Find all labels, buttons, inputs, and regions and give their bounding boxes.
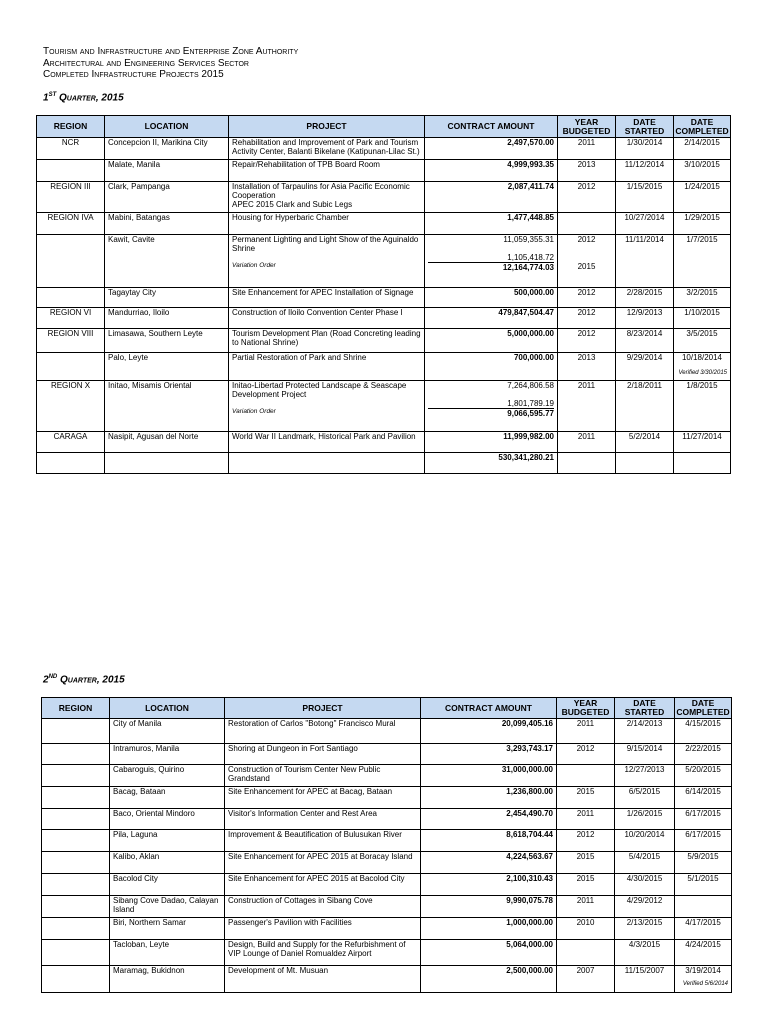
amount-variation: 1,105,418.72 (428, 253, 554, 263)
project-cell: Rehabilitation and Improvement of Park and Tourism Activity Center, Balanti Bikelane (Katipunan-Lilac St.) (229, 138, 425, 160)
completed-cell: 1/8/2015 (674, 381, 731, 432)
started-cell: 4/30/2015 (615, 874, 675, 896)
project-cell: Shoring at Dungeon in Fort Santiago (225, 744, 421, 765)
project-cell: Site Enhancement for APEC 2015 at Boracay Island (225, 852, 421, 874)
started-cell: 1/26/2015 (615, 809, 675, 830)
started-cell: 9/15/2014 (615, 744, 675, 765)
table-row (42, 719, 732, 744)
started-cell: 10/20/2014 (615, 830, 675, 852)
variation-order-label: Variation Order (232, 262, 276, 269)
table-row (37, 160, 731, 182)
q2-table (41, 697, 732, 993)
amount-base: 7,264,806.58 (507, 381, 554, 390)
region-cell (42, 787, 110, 809)
amount-cell: 2,500,000.00 (421, 966, 557, 993)
document-header (43, 46, 298, 81)
region-cell (37, 288, 105, 308)
completed-text: 3/19/2014 (685, 966, 721, 975)
started-cell (616, 453, 674, 474)
started-cell: 6/5/2015 (615, 787, 675, 809)
location-cell: Mandurriao, Iloilo (105, 308, 229, 329)
region-cell (37, 453, 105, 474)
project-cell: Construction of Iloilo Convention Center Phase I (229, 308, 425, 329)
table-row (37, 432, 731, 453)
region-cell (37, 235, 105, 288)
region-cell (37, 353, 105, 381)
amount-cell: 479,847,504.47 (425, 308, 558, 329)
col-contract-amount: CONTRACT AMOUNT (421, 698, 557, 719)
region-cell: REGION III (37, 182, 105, 213)
completed-cell (675, 966, 732, 993)
col-region: REGION (37, 116, 105, 138)
amount-cell: 8,618,704.44 (421, 830, 557, 852)
amount-total: 9,066,595.77 (507, 409, 554, 418)
table-row (42, 744, 732, 765)
completed-cell: 6/17/2015 (675, 809, 732, 830)
project-cell: Repair/Rehabilitation of TPB Board Room (229, 160, 425, 182)
region-cell: REGION IVA (37, 213, 105, 235)
completed-cell: 3/5/2015 (674, 329, 731, 353)
project-cell: Restoration of Carlos "Botong" Francisco Mural (225, 719, 421, 744)
completed-cell: 3/2/2015 (674, 288, 731, 308)
project-cell (229, 235, 425, 288)
year-cell (558, 453, 616, 474)
amount-cell: 3,293,743.17 (421, 744, 557, 765)
table-row (37, 213, 731, 235)
table-row (42, 918, 732, 940)
table-row (42, 809, 732, 830)
q2-header-row (42, 698, 732, 719)
region-cell: REGION VI (37, 308, 105, 329)
col-date-started: DATE STARTED (615, 698, 675, 719)
year-base: 2012 (577, 235, 596, 244)
region-cell (37, 160, 105, 182)
project-cell: Site Enhancement for APEC at Bacag, Bataan (225, 787, 421, 809)
started-cell: 11/12/2014 (616, 160, 674, 182)
started-cell: 2/14/2013 (615, 719, 675, 744)
completed-cell: 1/10/2015 (674, 308, 731, 329)
project-cell: Housing for Hyperbaric Chamber (229, 213, 425, 235)
table-row (37, 329, 731, 353)
table-row (37, 308, 731, 329)
region-cell: REGION X (37, 381, 105, 432)
started-cell: 2/18/2011 (616, 381, 674, 432)
started-cell: 12/9/2013 (616, 308, 674, 329)
amount-cell: 700,000.00 (425, 353, 558, 381)
completed-cell: 2/22/2015 (675, 744, 732, 765)
location-cell: Biri, Northern Samar (110, 918, 225, 940)
location-cell: Initao, Misamis Oriental (105, 381, 229, 432)
year-cell: 2010 (557, 918, 615, 940)
project-cell: Improvement & Beautification of Bulusukan River (225, 830, 421, 852)
q1-title: 1ST Quarter, 2015 (43, 92, 124, 104)
table-row (42, 830, 732, 852)
q1-table (36, 115, 731, 474)
completed-cell: 6/14/2015 (675, 787, 732, 809)
year-cell: 2011 (558, 138, 616, 160)
table-row (42, 874, 732, 896)
completed-cell: 2/14/2015 (674, 138, 731, 160)
amount-cell: 1,000,000.00 (421, 918, 557, 940)
region-cell (42, 940, 110, 966)
location-cell: Clark, Pampanga (105, 182, 229, 213)
year-cell: 2015 (557, 852, 615, 874)
col-year-budgeted: YEAR BUDGETED (557, 698, 615, 719)
col-region: REGION (42, 698, 110, 719)
year-cell (558, 235, 616, 288)
amount-cell (425, 381, 558, 432)
location-cell: Sibang Cove Dadao, Calayan Island (110, 896, 225, 918)
amount-cell: 2,497,570.00 (425, 138, 558, 160)
started-cell: 11/11/2014 (616, 235, 674, 288)
project-text: Permanent Lighting and Light Show of the Aguinaldo Shrine (232, 235, 419, 253)
started-cell: 12/27/2013 (615, 765, 675, 787)
region-cell (42, 966, 110, 993)
amount-cell: 2,454,490.70 (421, 809, 557, 830)
completed-cell: 5/20/2015 (675, 765, 732, 787)
project-cell (229, 182, 425, 213)
amount-cell: 4,224,563.67 (421, 852, 557, 874)
amount-cell: 500,000.00 (425, 288, 558, 308)
table-row (42, 896, 732, 918)
location-cell: Pila, Laguna (110, 830, 225, 852)
col-year-budgeted: YEAR BUDGETED (558, 116, 616, 138)
total-amount-cell: 530,341,280.21 (425, 453, 558, 474)
location-cell: Maramag, Bukidnon (110, 966, 225, 993)
year-cell: 2007 (557, 966, 615, 993)
region-cell: REGION VIII (37, 329, 105, 353)
completed-cell: 4/17/2015 (675, 918, 732, 940)
variation-order-label: Variation Order (232, 408, 276, 415)
year-cell: 2012 (558, 308, 616, 329)
year-variation: 2015 (577, 262, 596, 271)
region-cell: NCR (37, 138, 105, 160)
year-cell: 2012 (557, 744, 615, 765)
started-cell: 4/3/2015 (615, 940, 675, 966)
amount-cell: 9,990,075.78 (421, 896, 557, 918)
completed-cell: 1/24/2015 (674, 182, 731, 213)
amount-cell: 11,999,982.00 (425, 432, 558, 453)
amount-cell: 2,100,310.43 (421, 874, 557, 896)
region-cell (42, 874, 110, 896)
location-cell: Concepcion II, Marikina City (105, 138, 229, 160)
project-cell: World War II Landmark, Historical Park and Pavilion (229, 432, 425, 453)
table-row (37, 288, 731, 308)
col-date-started: DATE STARTED (616, 116, 674, 138)
project-cell: Tourism Development Plan (Road Concreting leading to National Shrine) (229, 329, 425, 353)
table-row (37, 138, 731, 160)
completed-cell (674, 453, 731, 474)
started-cell: 1/15/2015 (616, 182, 674, 213)
amount-cell: 1,477,448.85 (425, 213, 558, 235)
col-contract-amount: CONTRACT AMOUNT (425, 116, 558, 138)
completed-cell: 5/1/2015 (675, 874, 732, 896)
col-project: PROJECT (225, 698, 421, 719)
amount-cell: 4,999,993.35 (425, 160, 558, 182)
amount-base: 11,059,355.31 (503, 235, 554, 244)
table-row (42, 940, 732, 966)
location-cell: Bacolod City (110, 874, 225, 896)
location-cell: Kawit, Cavite (105, 235, 229, 288)
completed-cell (674, 353, 731, 381)
project-cell: Development of Mt. Musuan (225, 966, 421, 993)
region-cell (42, 809, 110, 830)
amount-cell: 2,087,411.74 (425, 182, 558, 213)
region-cell (42, 896, 110, 918)
completed-cell: 11/27/2014 (674, 432, 731, 453)
year-cell: 2012 (557, 830, 615, 852)
total-row (37, 453, 731, 474)
completed-cell: 5/9/2015 (675, 852, 732, 874)
location-cell: Limasawa, Southern Leyte (105, 329, 229, 353)
col-project: PROJECT (229, 116, 425, 138)
table-row (42, 966, 732, 993)
year-cell (557, 765, 615, 787)
started-cell: 2/28/2015 (616, 288, 674, 308)
year-cell: 2013 (558, 160, 616, 182)
year-cell: 2011 (557, 896, 615, 918)
project-cell: Site Enhancement for APEC Installation of Signage (229, 288, 425, 308)
project-cell: Construction of Tourism Center New Public Grandstand (225, 765, 421, 787)
report-title: Completed Infrastructure Projects 2015 (43, 69, 224, 80)
amount-cell: 5,064,000.00 (421, 940, 557, 966)
project-cell (229, 381, 425, 432)
q1-header-row (37, 116, 731, 138)
completed-cell: 6/17/2015 (675, 830, 732, 852)
location-cell: Tacloban, Leyte (110, 940, 225, 966)
project-cell: Design, Build and Supply for the Refurbishment of VIP Lounge of Daniel Romualdez Airport (225, 940, 421, 966)
location-cell: Baco, Oriental Mindoro (110, 809, 225, 830)
completed-cell: 3/10/2015 (674, 160, 731, 182)
location-cell: Kalibo, Aklan (110, 852, 225, 874)
verified-note: Verified 3/30/2015 (678, 370, 727, 376)
location-cell (105, 453, 229, 474)
project-text: Initao-Libertad Protected Landscape & Seascape Development Project (232, 381, 407, 399)
col-location: LOCATION (105, 116, 229, 138)
table-row (37, 381, 731, 432)
location-cell: Bacag, Bataan (110, 787, 225, 809)
project-cell: Construction of Cottages in Sibang Cove (225, 896, 421, 918)
completed-cell: 1/29/2015 (674, 213, 731, 235)
region-cell (42, 852, 110, 874)
location-cell: Cabaroguis, Quirino (110, 765, 225, 787)
location-cell: Mabini, Batangas (105, 213, 229, 235)
table-row (42, 787, 732, 809)
amount-cell: 5,000,000.00 (425, 329, 558, 353)
year-cell: 2015 (557, 787, 615, 809)
q2-title: 2ND Quarter, 2015 (43, 674, 125, 686)
amount-total: 12,164,774.03 (502, 263, 554, 272)
region-cell (42, 719, 110, 744)
location-cell: Palo, Leyte (105, 353, 229, 381)
started-cell: 5/4/2015 (615, 852, 675, 874)
completed-cell (675, 896, 732, 918)
location-cell: Tagaytay City (105, 288, 229, 308)
completed-cell: 4/24/2015 (675, 940, 732, 966)
location-cell: Nasipit, Agusan del Norte (105, 432, 229, 453)
year-cell: 2011 (558, 432, 616, 453)
started-cell: 5/2/2014 (616, 432, 674, 453)
agency-name: Tourism and Infrastructure and Enterprise Zone Authority (43, 46, 299, 57)
region-cell (42, 744, 110, 765)
project-cell (229, 453, 425, 474)
region-cell (42, 765, 110, 787)
table-row (37, 235, 731, 288)
year-cell: 2012 (558, 329, 616, 353)
project-cell: Site Enhancement for APEC 2015 at Bacolod City (225, 874, 421, 896)
started-cell: 8/23/2014 (616, 329, 674, 353)
year-cell (557, 940, 615, 966)
sector-name: Architectural and Engineering Services Sector (43, 57, 249, 69)
table-row (37, 353, 731, 381)
started-cell: 2/13/2015 (615, 918, 675, 940)
col-date-completed: DATE COMPLETED (676, 698, 730, 717)
table-row (42, 765, 732, 787)
col-date-completed: DATE COMPLETED (675, 116, 729, 136)
project-text: Installation of Tarpaulins for Asia Pacific Economic Cooperation (232, 182, 410, 200)
region-cell (42, 830, 110, 852)
year-cell: 2015 (557, 874, 615, 896)
location-cell: City of Manila (110, 719, 225, 744)
year-cell (558, 213, 616, 235)
started-cell: 10/27/2014 (616, 213, 674, 235)
project-cell: Partial Restoration of Park and Shrine (229, 353, 425, 381)
region-cell: CARAGA (37, 432, 105, 453)
year-cell: 2012 (558, 288, 616, 308)
location-cell: Intramuros, Manila (110, 744, 225, 765)
amount-variation: 1,801,789.19 (428, 399, 554, 409)
amount-cell: 20,099,405.16 (421, 719, 557, 744)
year-cell: 2013 (558, 353, 616, 381)
amount-cell: 31,000,000.00 (421, 765, 557, 787)
year-cell: 2011 (558, 381, 616, 432)
project-cell: Passenger's Pavilion with Facilities (225, 918, 421, 940)
started-cell: 4/29/2012 (615, 896, 675, 918)
started-cell: 11/15/2007 (615, 966, 675, 993)
table-row (37, 182, 731, 213)
project-text-2: APEC 2015 Clark and Subic Legs (232, 200, 353, 209)
col-location: LOCATION (110, 698, 225, 719)
completed-cell: 1/7/2015 (674, 235, 731, 288)
table-row (42, 852, 732, 874)
amount-cell (425, 235, 558, 288)
amount-cell: 1,236,800.00 (421, 787, 557, 809)
year-cell: 2012 (558, 182, 616, 213)
started-cell: 9/29/2014 (616, 353, 674, 381)
verified-note: Verified 5/6/2014 (682, 981, 728, 987)
project-cell: Visitor's Information Center and Rest Area (225, 809, 421, 830)
region-cell (42, 918, 110, 940)
location-cell: Malate, Manila (105, 160, 229, 182)
completed-text: 10/18/2014 (681, 353, 723, 362)
started-cell: 1/30/2014 (616, 138, 674, 160)
year-cell: 2011 (557, 719, 615, 744)
year-cell: 2011 (557, 809, 615, 830)
completed-cell: 4/15/2015 (675, 719, 732, 744)
